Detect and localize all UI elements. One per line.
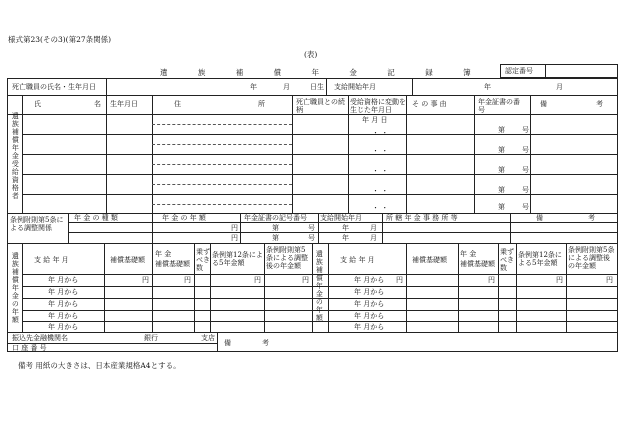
yen-unit: 円 [142, 276, 149, 284]
month-label-2: 月 [556, 83, 563, 91]
cert-no-prefix: 第 [498, 166, 505, 174]
header-reason: そ の 事 由 [412, 100, 447, 108]
annual-from-label-right: 年 月から [354, 276, 385, 284]
date-dots: ・ ・ [372, 147, 389, 155]
cert-no-prefix: 第 [272, 234, 279, 242]
start-label: 支給開始年月 [334, 83, 376, 91]
date-dots: ・ ・ [372, 167, 389, 175]
account-number-label: 口 座 番 号 [12, 344, 47, 352]
bank-label: 振込先金融機関名 [12, 334, 68, 342]
header-change-date: 受給資格に変動を生じた年月日 [350, 98, 406, 114]
year-unit: 年 [342, 224, 349, 232]
annual-adjusted-header: 条例附則第5条による調整後の年金額 [266, 246, 308, 270]
adjust-note-header: 備 [536, 214, 543, 222]
cert-no-suffix: 号 [522, 166, 529, 174]
yen-unit: 円 [396, 276, 403, 284]
annual-from-label: 年 月から [48, 312, 79, 320]
header-note-2: 考 [596, 100, 603, 108]
annual-pension-header-2: 補償基礎額 [155, 260, 190, 268]
year-unit: 年 [342, 234, 349, 242]
footer-note: 備考 用紙の大きさは、日本産業規格A4とする。 [18, 361, 181, 370]
yen-unit: 円 [184, 276, 191, 284]
adjust-kind-header: 年 金 の 種 類 [74, 214, 118, 222]
header-cert-number: 年金証書の番 号 [478, 98, 520, 114]
adjust-note-header-2: 考 [588, 214, 595, 222]
annual-multiplier-header-right: 乗ずべき数 [500, 248, 514, 272]
date-dots: ・ ・ [372, 204, 389, 212]
annual-from-label: 年 月から [48, 288, 79, 296]
cert-no-suffix: 号 [522, 146, 529, 154]
month-unit: 月 [370, 234, 377, 242]
yen-unit: 円 [606, 276, 613, 284]
annual-pension-header: 年 金 [155, 250, 172, 258]
annual-base-header: 補償基礎額 [110, 256, 145, 264]
cert-no-prefix: 第 [498, 126, 505, 134]
header-address-2: 所 [258, 100, 265, 108]
cert-no-prefix: 第 [498, 203, 505, 211]
header-name: 氏 [34, 100, 41, 108]
yen-unit: 円 [231, 234, 238, 242]
header-note: 備 [540, 100, 547, 108]
annual-period-header: 支 給 年 月 [34, 256, 69, 264]
yen-unit: 円 [488, 276, 495, 284]
yen-unit: 円 [556, 276, 563, 284]
annual-multiplier-header: 乗ずべき数 [196, 248, 210, 272]
annual-from-label: 年 月から [48, 276, 79, 284]
header-name-2: 名 [94, 100, 101, 108]
annual-period-header-right: 支 給 年 月 [340, 256, 375, 264]
document-title: 遺 族 補 償 年 金 記 録 簿 [160, 68, 485, 77]
annual-side-label-left: 遺族補償年金の年額 [11, 252, 20, 324]
table-mark: (表) [304, 50, 318, 59]
cert-no-suffix: 号 [522, 203, 529, 211]
annual-adjusted-header-right: 条例附則第5条による調整後の年金額 [568, 246, 615, 270]
adjust-amount-header: 年 金 の 年 額 [162, 214, 206, 222]
annual-article12-header-right: 条例第12条による5年金額 [518, 251, 562, 267]
annual-pension-header-right-2: 補償基礎額 [460, 260, 495, 268]
ymd-label: 年 月 日 [362, 116, 388, 124]
annual-from-label-right: 年 月から [354, 323, 385, 331]
cert-no-suffix: 号 [308, 234, 315, 242]
born-label: 日生 [310, 83, 324, 91]
cert-no-prefix: 第 [272, 224, 279, 232]
yen-unit: 円 [302, 276, 309, 284]
annual-from-label: 年 月から [48, 300, 79, 308]
bank-note-label-2: 考 [262, 339, 269, 347]
header-relationship: 死亡職員との続柄 [296, 98, 345, 114]
annual-from-label: 年 月から [48, 323, 79, 331]
form-number: 様式第23(その3)(第27条関係) [8, 35, 112, 44]
annual-from-label-right: 年 月から [354, 288, 385, 296]
branch-unit: 支店 [201, 334, 215, 342]
cert-no-suffix: 号 [522, 186, 529, 194]
yen-unit: 円 [254, 276, 261, 284]
month-label: 月 [283, 83, 290, 91]
annual-article12-header: 条例第12条による5年金額 [212, 251, 263, 267]
bank-note-label: 備 [224, 339, 231, 347]
recipients-side-label: 遺族補償年金受給資格者 [11, 112, 20, 200]
header-dob: 生年月日 [110, 100, 138, 108]
cert-number-label: 認定番号 [505, 67, 533, 75]
annual-from-label-right: 年 月から [354, 312, 385, 320]
date-dots: ・ ・ [372, 187, 389, 195]
cert-no-prefix: 第 [498, 146, 505, 154]
annual-pension-header-right: 年 金 [460, 250, 477, 258]
adjust-start-header: 支給開始年月 [320, 214, 362, 222]
year-label: 年 [250, 83, 257, 91]
cert-no-prefix: 第 [498, 186, 505, 194]
deceased-label: 死亡職員の氏名・生年月日 [12, 83, 96, 91]
annual-base-header-right: 補償基礎額 [412, 256, 447, 264]
cert-no-suffix: 号 [522, 126, 529, 134]
annual-from-label-right: 年 月から [354, 300, 385, 308]
date-dots: ・ ・ [372, 129, 389, 137]
year-label-2: 年 [484, 83, 491, 91]
cert-no-suffix: 号 [308, 224, 315, 232]
month-unit: 月 [370, 224, 377, 232]
adjust-office-header: 所 轄 年 金 事 務 所 等 [386, 214, 458, 222]
yen-unit: 円 [231, 224, 238, 232]
header-address: 住 [174, 100, 181, 108]
bank-unit: 銀行 [144, 334, 158, 342]
annual-side-label-right: 遺族補償年金の年額 [315, 250, 324, 322]
adjust-certno-header: 年金証書の記号番号 [244, 214, 307, 222]
adjust-side-label: 条例附則第5条による調整関係 [10, 216, 64, 232]
